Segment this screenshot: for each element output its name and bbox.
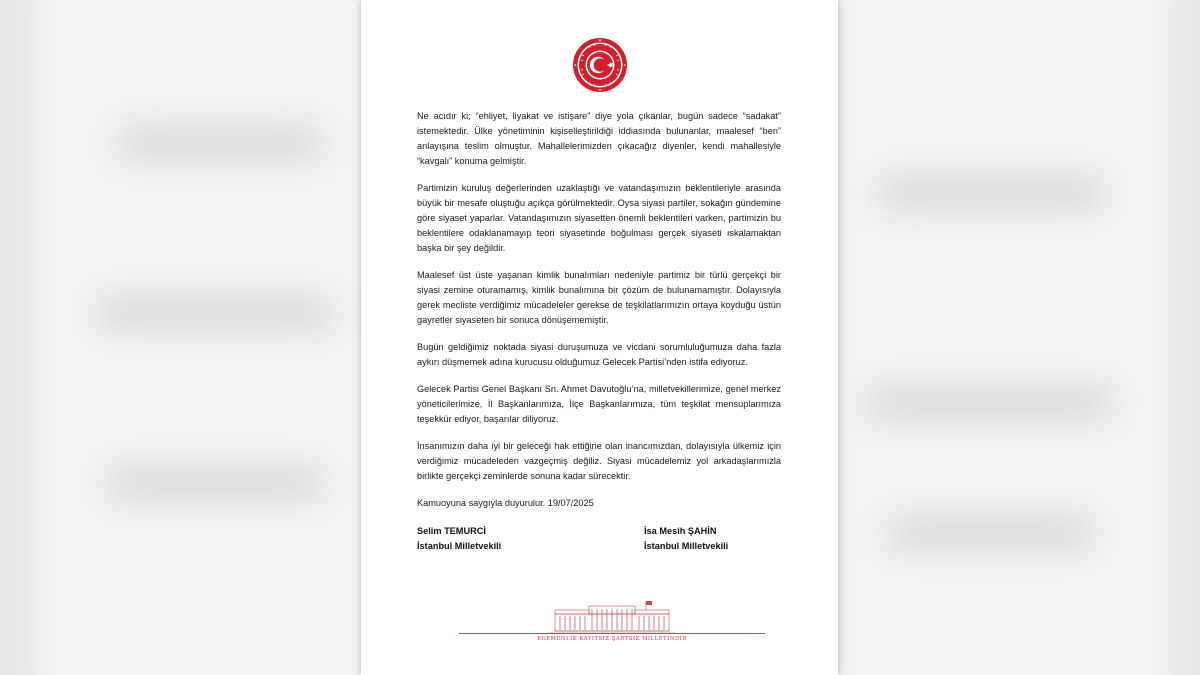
blur-shape: [880, 180, 1100, 206]
blur-shape: [100, 300, 330, 326]
tbmm-seal-icon: [572, 37, 628, 93]
signature-block-right: [644, 524, 728, 554]
signatory-name: İsa Mesih ŞAHİN: [644, 526, 717, 536]
body-paragraph: Maalesef üst üste yaşanan kimlik bunalımları nedeniyle partimiz bir türlü gerçekçi bir siyasi zemine oturamamış, kimlik bunalımına bir çözüm de bulunamamıştır. Dolayısıyla gerek mecliste verdiğimiz mücadeleler gerekse de teşkilatlarımızın ortaya koyduğu üstün gayretler siyaseten bir sonuca dönüşememiştir.: [417, 270, 781, 325]
footer-motto: EGEMENLİK KAYITSIZ ŞARTSIZ MİLLETİNDİR: [537, 636, 687, 642]
blur-shape: [870, 390, 1110, 416]
footer-divider: [459, 633, 765, 634]
blur-shape: [890, 520, 1090, 546]
body-paragraph: Gelecek Partisi Genel Başkanı Sn. Ahmet Davutoğlu’na, milletvekillerimize, genel merkez yöneticilerimize, İl Başkanlarımıza, İlçe Başkanlarımıza, tüm teşkilat mensuplarımıza teşekkür ediyor, başarılar diliyoruz.: [417, 384, 781, 424]
blurred-page-left: [40, 0, 370, 675]
body-paragraph: İnsanımızın daha iyi bir geleceği hak ettiğine olan inancımızdan, dolayısıyla ülkemiz için verdiğimiz mücadeleden vazgeçmiş değiliz. Siyasi mücadelemiz yol arkadaşlarımızla birlikte gerçekçi zeminlerde sonuna kadar sürecektir.: [417, 441, 781, 481]
body-paragraph: Ne acıdır ki; “ehliyet, liyakat ve istişare” diye yola çıkanlar, bugün sadece “sadakat” istemektedir. Ülke yönetiminin kişiselleştirildiği iddiasında bulunanlar, maalesef “ben” anlayışına teslim olmuştur. Mahallelerimizden çıkacağız diyenler, kendi mahallesiyle “kavgalı” konuma gelmiştir.: [417, 111, 781, 166]
blur-shape: [120, 130, 320, 156]
blurred-page-right: [840, 0, 1170, 675]
signatory-title: İstanbul Milletvekili: [644, 541, 729, 551]
signatory-title: İstanbul Milletvekili: [417, 541, 502, 551]
signatory-name: Selim TEMURCİ: [417, 526, 486, 536]
signature-block-left: [417, 524, 501, 554]
body-paragraph: Partimizin kuruluş değerlerinden uzaklaştığı ve vatandaşımızın beklentileriyle arasında büyük bir mesafe oluştuğu açıkça görülmektedir. Oysa siyasi partiler, sokağın gündemine göre siyaset yaparlar. Vatandaşımızın siyasetten önemli beklentileri varken, partimizin bu beklentilere odaklanamayıp teori siyasetinde boğulması gerçek siyaseti ıskalamaktan başka bir şey değildir.: [417, 183, 781, 253]
letter-body: [417, 109, 781, 523]
closing-line: Kamuoyuna saygıyla duyurulur. 19/07/2025: [417, 498, 594, 508]
body-paragraph: Bugün geldiğimiz noktada siyasi duruşumuza ve vicdani sorumluluğumuza daha fazla aykırı düşmemek adına kurucusu olduğumuz Gelecek Partisi’nden istifa ediyoruz.: [417, 342, 781, 367]
parliament-building-icon: [459, 600, 765, 634]
letterhead-footer: [459, 600, 765, 650]
blur-shape: [110, 470, 320, 496]
letter-page: [361, 0, 838, 675]
